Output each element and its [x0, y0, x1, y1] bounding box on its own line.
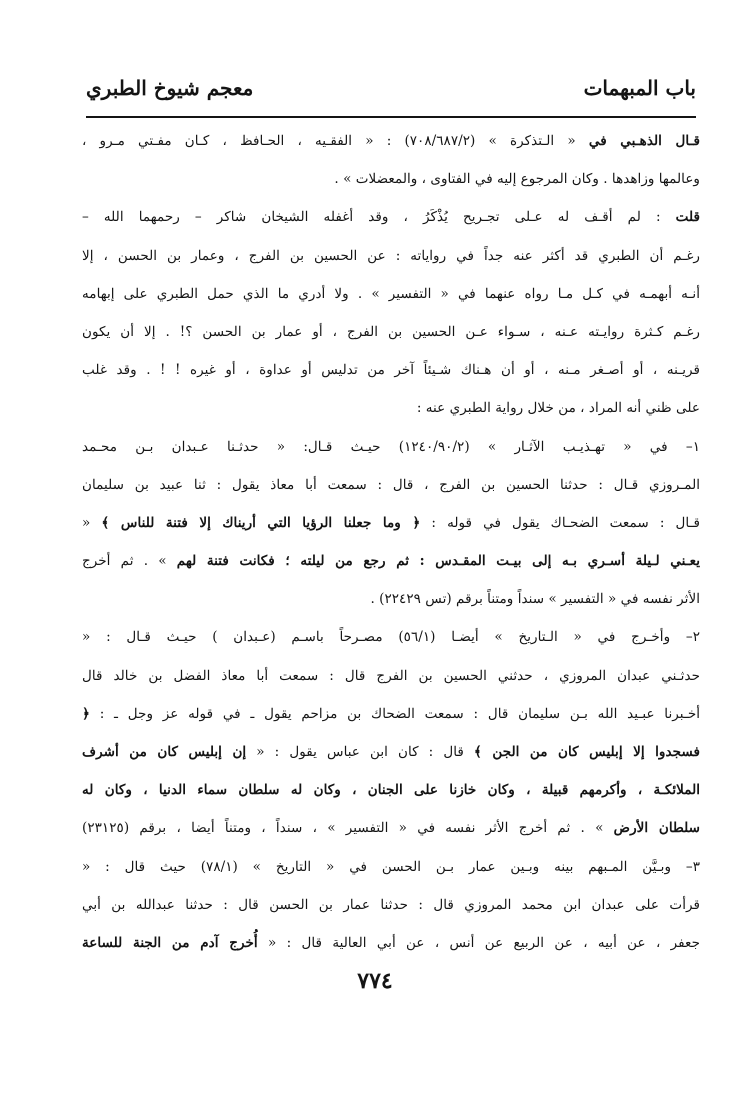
header-rule: [86, 116, 696, 118]
text-line: [82, 580, 700, 618]
text-run: وعالمها وزاهدها . وكان المرجوع إليه في الفتاوى ، والمعضلات » .: [334, 171, 700, 188]
text-run: ١– في « تهـذيـب الآثـار » (١٢٤٠/٩٠/٢) حيـث قـال: « حدثـنا عـبدان بـن محـمد: [82, 438, 700, 455]
text-line: [82, 275, 700, 313]
text-line: [82, 428, 700, 466]
chapter-title: باب المبهمات: [583, 76, 696, 100]
text-run: قال : كان ابن عباس يقول : «: [246, 744, 474, 760]
text-run: ٢– وأخـرج في « الـتاريخ » أيضـا (٥٦/١) مصـرحاً باسـم (عـبدان ) حيـث قـال : «: [82, 629, 700, 646]
bold-text-run: أُخرج آدم من الجنة للساعة: [82, 934, 258, 951]
text-line: [82, 122, 700, 160]
text-run: « الـتذكرة » (٧٠٨/٦٨٧/٢) : « الفقـيه ، الحـافظ ، كـان مفـتي مـرو ،: [82, 133, 589, 149]
bold-text-run: فسجدوا إلا إبليس كان من الجن ﴾: [473, 744, 700, 760]
text-line: [82, 657, 700, 695]
text-line: [82, 160, 700, 198]
book-title: معجم شيوخ الطبري: [86, 76, 254, 100]
text-line: [82, 695, 700, 733]
text-run: قـال : سمعت الضحـاك يقول في قوله :: [420, 514, 700, 531]
running-header: [86, 68, 696, 114]
text-line: [82, 771, 700, 809]
text-run: ٣– وبـيَّن المـبهم بينه وبـين عمار بـن الحسن في « التاريخ » (٧٨/١) حيث قال : «: [82, 858, 700, 875]
page-body: [82, 122, 700, 962]
text-run: » . ثم أخرج: [82, 553, 177, 570]
bold-text-run: ﴿ وما جعلنا الرؤيا التي أريناك إلا فتنة للناس ﴾: [101, 514, 421, 531]
text-run: «: [82, 514, 102, 531]
bold-text-run: يعـني لـيلة أسـري بـه إلى بيـت المقـدس : ثم رجع من ليلته ؛ فكانت فتنة لهم: [176, 553, 700, 570]
text-run: الأثر نفسه في « التفسير » سنداً ومتناً برقم (تس ٢٢٤٢٩) .: [370, 591, 700, 608]
bold-text-run: سلطان الأرض: [613, 820, 700, 837]
text-run: جعفر ، عن أبيه ، عن الربيع عن أنس ، عن أبي العالية قال : «: [257, 934, 700, 951]
bold-text-run: ﴿: [82, 705, 90, 722]
text-run: أنـه أبهمـه في كـل مـا رواه عنهما في « التفسير » . ولا أدري ما الذي حمل الطبري على إبهامه: [82, 285, 700, 302]
text-line: [82, 848, 700, 886]
text-line: [82, 313, 700, 351]
text-run: المـروزي قـال : حدثنا الحسين بن الفرج ، قال : سمعت أبا معاذ يقول : ثنا عبيد بن سليمان: [82, 476, 700, 493]
text-run: قريـنه ، أو أصـغر مـنه ، أو أن هـناك شـيئاً آخر من تدليس أو عداوة ، أو غيره ! ! . وقد غلب: [82, 362, 700, 379]
text-line: [82, 466, 700, 504]
text-line: [82, 351, 700, 389]
text-run: حدثـني عبدان المروزي ، حدثني الحسين بن الفرج قال : سمعت أبا معاذ الفضل بن خالد قال: [82, 667, 700, 684]
text-line: [82, 389, 700, 427]
bold-text-run: إن إبليس كان من أشرف: [82, 744, 247, 760]
text-line: [82, 924, 700, 962]
text-line: [82, 504, 700, 542]
bold-text-run: الملائكـة ، وأكرمهم قبيلة ، وكان خازنا على الجنان ، وكان له سلطان سماء الدنيا ، وكان له: [82, 782, 700, 799]
text-line: [82, 618, 700, 656]
text-run: » . ثم أخرج الأثر نفسه في « التفسير » ، سنداً ، ومتناً أيضا ، برقم (٢٣١٢٥): [82, 820, 614, 837]
text-run: أخـبرنا عبـيد الله بـن سليمان قال : سمعت الضحاك بن مزاحم يقول ـ في قوله عز وجل ـ :: [89, 705, 700, 722]
text-run: رغـم كـثرة روايـته عـنه ، سـواء عـن الحسين بن الفرج ، أو عمار بن الحسن ؟! . إلا أن يكون: [82, 323, 700, 340]
bold-text-run: قـال الذهـبي في: [588, 133, 700, 149]
text-run: : لم أقـف له عـلى تجـريح يُذْكَرُ ، وقد أغفله الشيخان شاكر – رحمهما الله –: [82, 209, 676, 226]
text-line: [82, 886, 700, 924]
page-number: ٧٧٤: [357, 968, 393, 994]
text-line: [82, 809, 700, 847]
text-line: [82, 237, 700, 275]
text-line: [82, 198, 700, 236]
text-line: [82, 733, 700, 771]
text-line: [82, 542, 700, 580]
bold-text-run: قلت: [675, 209, 700, 226]
text-run: قرأت على عبدان ابن محمد المروزي قال : حدثنا عمار بن الحسن قال : حدثنا عبدالله بن أبي: [82, 896, 700, 913]
text-run: رغـم أن الطبري قد أكثر عنه جداً في رواياته : عن الحسين بن الفرج ، وعمار بن الحسن ، إلا: [82, 247, 700, 264]
text-run: على ظني أنه المراد ، من خلال رواية الطبري عنه :: [416, 400, 700, 417]
